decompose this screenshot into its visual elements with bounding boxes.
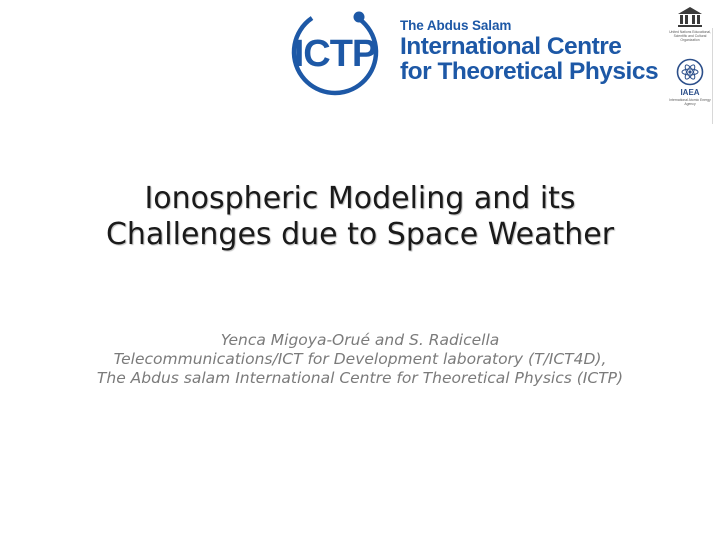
organization-name [400,18,660,84]
org-line-1: The Abdus Salam [400,18,512,33]
title-line-2: Challenges due to Space Weather [105,217,615,252]
org-line-3: for Theoretical Physics [400,58,659,85]
ictp-logo-text: ICTP [293,33,377,75]
slide-subtitle [30,331,690,388]
ictp-logo [286,3,384,99]
iaea-label: IAEA [680,88,700,97]
affiliation-institute: The Abdus salam International Centre for Theoretical Physics (ICTP) [96,369,624,387]
unesco-text: United Nations Educational, Scientific and Cultural Organization [669,30,711,42]
affiliation-lab: Telecommunications/ICT for Development laboratory (T/ICT4D), [113,350,607,368]
unesco-temple-icon [677,6,703,28]
slide-title [30,181,690,253]
iaea-subtext: International Atomic Energy Agency [669,98,711,106]
partner-divider [712,28,713,124]
partner-logos [664,6,716,106]
iaea-emblem-icon [676,58,704,86]
org-line-2: International Centre [400,33,622,60]
title-line-1: Ionospheric Modeling and its [144,181,576,216]
authors: Yenca Migoya-Orué and S. Radicella [220,331,500,349]
